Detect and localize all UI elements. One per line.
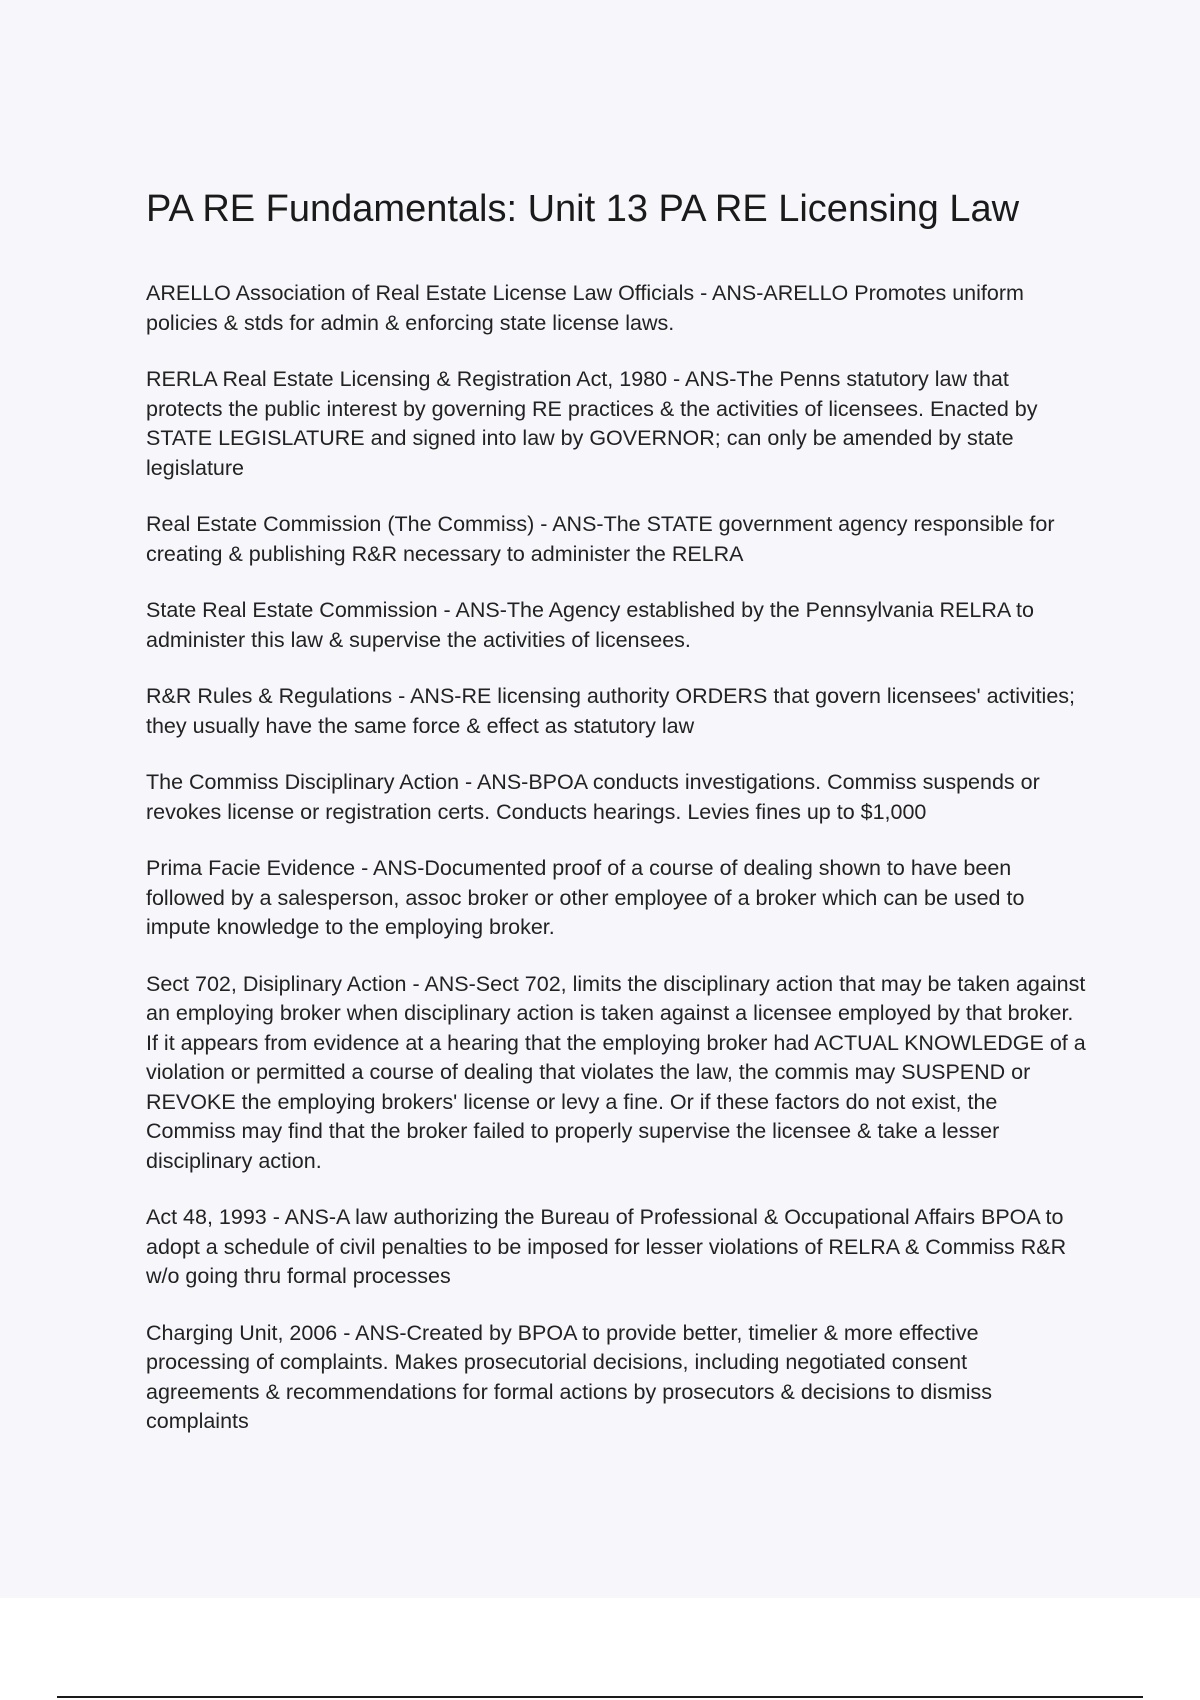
entry-rerla: RERLA Real Estate Licensing & Registration Act, 1980 - ANS-The Penns statutory law that protects the public interest by governing RE practices & the activities of licensees. Enacted by STATE LEGISLATURE and signed into law by GOVERNOR; can only be amended by state legislature [146, 367, 1038, 480]
footer-divider [57, 1696, 1143, 1698]
entry-real-estate-commission: Real Estate Commission (The Commiss) - ANS-The STATE government agency responsible for creating & publishing R&R necessary to administer the RELRA [146, 512, 1055, 566]
entry-arello: ARELLO Association of Real Estate License Law Officials - ANS-ARELLO Promotes uniform policies & stds for admin & enforcing state license laws. [146, 281, 1024, 335]
entry-state-real-estate-commission: State Real Estate Commission - ANS-The Agency established by the Pennsylvania RELRA to administer this law & supervise the activities of licensees. [146, 598, 1034, 652]
entry-act-48: Act 48, 1993 - ANS-A law authorizing the Bureau of Professional & Occupational Affairs BPOA to adopt a schedule of civil penalties to be imposed for lesser violations of RELRA & Commiss R&R w/o going thru formal processes [146, 1205, 1067, 1288]
entry-list [146, 279, 1086, 1464]
document-title: PA RE Fundamentals: Unit 13 PA RE Licensing Law [146, 188, 1020, 230]
entry-commiss-disciplinary-action: The Commiss Disciplinary Action - ANS-BPOA conducts investigations. Commiss suspends or revokes license or registration certs. Conducts hearings. Levies fines up to $1,000 [146, 770, 1040, 824]
entry-rules-and-regulations: R&R Rules & Regulations - ANS-RE licensing authority ORDERS that govern licensees' activities; they usually have the same force & effect as statutory law [146, 684, 1075, 738]
entry-prima-facie-evidence: Prima Facie Evidence - ANS-Documented proof of a course of dealing shown to have been followed by a salesperson, assoc broker or other employee of a broker which can be used to impute knowledge to the employing broker. [146, 856, 1025, 939]
entry-charging-unit: Charging Unit, 2006 - ANS-Created by BPOA to provide better, timelier & more effective processing of complaints. Makes prosecutorial decisions, including negotiated consent agreements & recommendations for formal actions by prosecutors & decisions to dismiss complaints [146, 1320, 993, 1433]
entry-sect-702: Sect 702, Disiplinary Action - ANS-Sect 702, limits the disciplinary action that may be taken against an employing broker when disciplinary action is taken against a licensee employed by that broker. If it appears from evidence at a hearing that the employing broker had ACTUAL KNOWLEDGE of a violation or permitted a course of dealing that violates the law, the commis may SUSPEND or REVOKE the employing brokers' license or levy a fine. Or if these factors do not exist, the Commiss may find that the broker failed to properly supervise the licensee & take a lesser disciplinary action. [146, 971, 1086, 1173]
